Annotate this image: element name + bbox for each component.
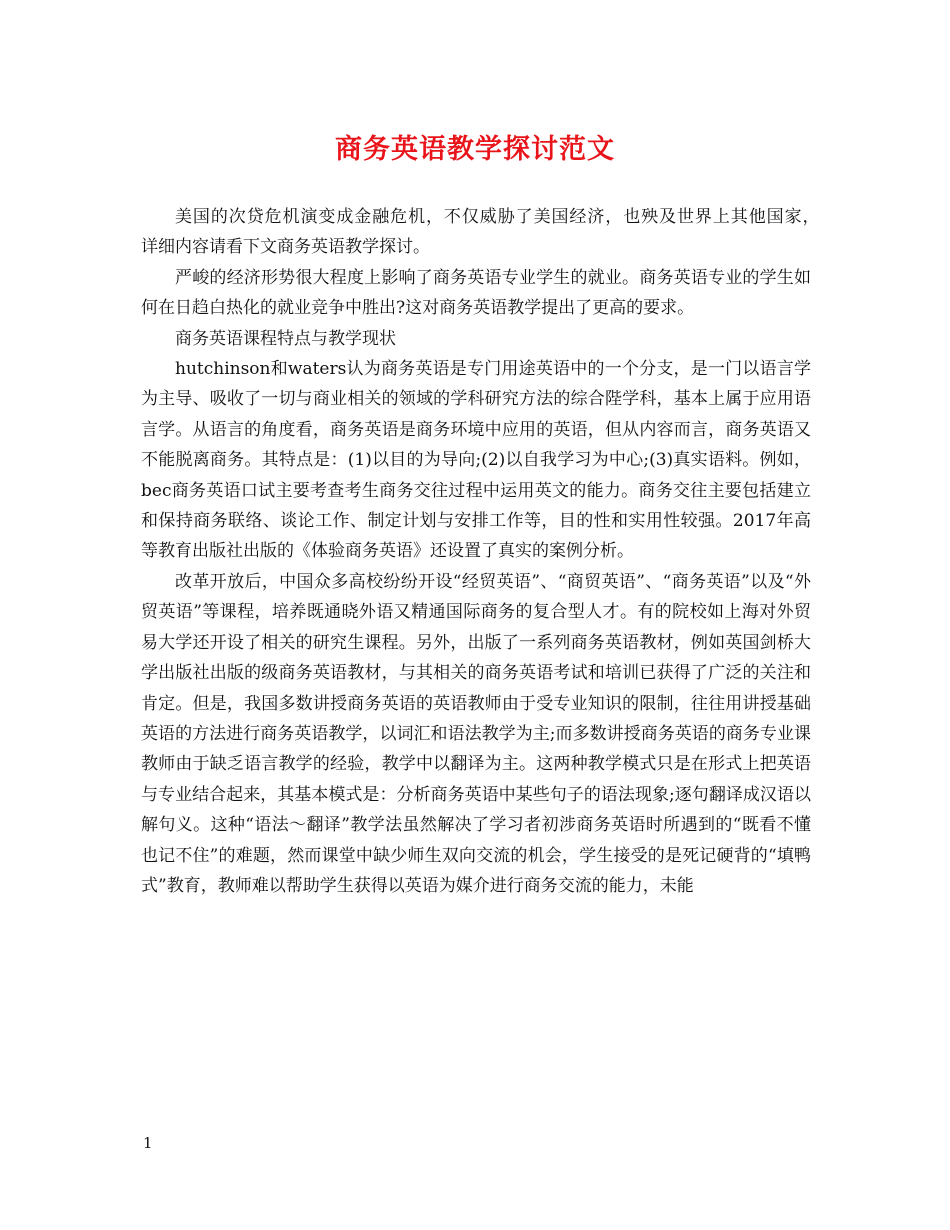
section-heading: 商务英语课程特点与教学现状 xyxy=(175,328,396,349)
paragraph-history: 改革开放后，中国众多高校纷纷开设“经贸英语”、“商贸英语”、“商务英语”以及“外贸英语”等课程，培养既通晓外语又精通国际商务的复合型人才。有的院校如上海对外贸易大学还开设了相关的研究生课程。另外，出版了一系列商务英语教材，例如英国剑桥大学出版社出版的级商务英语教材，与其相关的商务英语考试和培训已获得了广泛的关注和肯定。但是，我国多数讲授商务英语的英语教师由于受专业知识的限制，往往用讲授基础英语的方法进行商务英语教学，以词汇和语法教学为主;而多数讲授商务英语的商务专业课教师由于缺乏语言教学的经验，教学中以翻译为主。这两种教学模式只是在形式上把英语与专业结合起来，其基本模式是：分析商务英语中某些句子的语法现象;逐句翻译成汉语以解句义。这种“语法～翻译”教学法虽然解决了学习者初涉商务英语时所遇到的“既看不懂也记不住”的难题，然而课堂中缺少师生双向交流的机会，学生接受的是死记硬背的“填鸭式”教育，教师难以帮助学生获得以英语为媒介进行商务交流的能力，未能 xyxy=(141,571,811,896)
paragraph-definition: hutchinson和waters认为商务英语是专门用途英语中的一个分支，是一门以语言学为主导、吸收了一切与商业相关的领域的学科研究方法的综合陛学科，基本上属于应用语言学。从语言的角度看，商务英语是商务环境中应用的英语，但从内容而言，商务英语又不能脱离商务。其特点是：(1)以目的为导向;(2)以自我学习为中心;(3)真实语料。例如，bec商务英语口试主要考查考生商务交往过程中运用英文的能力。商务交往主要包括建立和保持商务联络、谈论工作、制定计划与安排工作等，目的性和实用性较强。2017年高等教育出版社出版的《体验商务英语》还设置了真实的案例分析。 xyxy=(141,359,811,562)
document-title: 商务英语教学探讨范文 xyxy=(335,134,615,165)
page-number: 1 xyxy=(143,1134,153,1152)
paragraph-situation: 严峻的经济形势很大程度上影响了商务英语专业学生的就业。商务英语专业的学生如何在日趋白热化的就业竞争中胜出?这对商务英语教学提出了更高的要求。 xyxy=(141,267,811,319)
paragraph-intro: 美国的次贷危机演变成金融危机，不仅威胁了美国经济，也殃及世界上其他国家， 详细内容请看下文商务英语教学探讨。 xyxy=(141,207,828,258)
document-body xyxy=(141,202,828,901)
